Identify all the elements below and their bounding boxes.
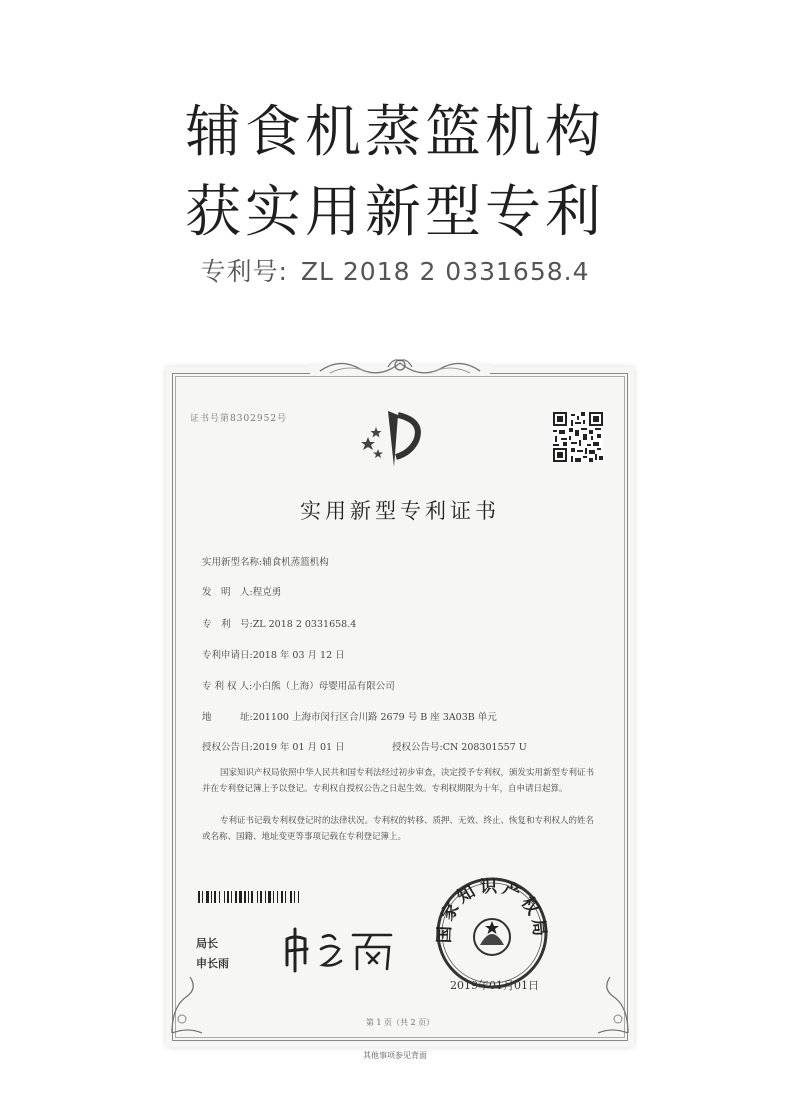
- field-application-date: [202, 647, 345, 661]
- field-label: 地 址:: [202, 712, 253, 723]
- patent-number-label: 专利号:: [200, 257, 288, 286]
- barcode-icon: [198, 891, 348, 903]
- barcode-bar: [251, 891, 253, 903]
- barcode-bar: [239, 891, 242, 903]
- barcode-bar: [268, 891, 271, 903]
- field-patent-number: [202, 616, 356, 630]
- field-value: 2018 年 03 月 12 日: [252, 650, 345, 661]
- barcode-bar: [248, 891, 249, 903]
- field-announce-number: [392, 739, 527, 753]
- barcode-bar: [294, 891, 295, 903]
- barcode-bar: [285, 891, 286, 903]
- field-label: 专 利 权 人:: [202, 681, 253, 692]
- field-label: 授权公告日:: [202, 742, 253, 753]
- qr-code-icon: [553, 412, 603, 462]
- barcode-bar: [219, 891, 220, 903]
- director-name: 申长雨: [196, 957, 229, 970]
- barcode-bar: [298, 891, 299, 903]
- field-value: ZL 2018 2 0331658.4: [252, 619, 357, 630]
- field-value: 2019 年 01 月 01 日: [252, 742, 345, 753]
- field-value: CN 208301557 U: [442, 742, 527, 753]
- barcode-bar: [224, 891, 225, 903]
- seal-date: 2019年01月01日: [450, 979, 539, 992]
- field-label: 授权公告号:: [392, 742, 443, 753]
- field-label: 发 明 人:: [202, 587, 253, 598]
- barcode-bar: [260, 891, 262, 903]
- field-label: 专 利 号:: [202, 619, 253, 630]
- barcode-bar: [214, 891, 216, 903]
- field-value: 小白熊（上海）母婴用品有限公司: [252, 681, 395, 692]
- field-value: 201100 上海市闵行区合川路 2679 号 B 座 3A03B 单元: [252, 712, 497, 723]
- barcode-bar: [281, 891, 283, 903]
- patent-number-value: ZL 2018 2 0331658.4: [300, 257, 590, 286]
- director-signature-icon: [281, 925, 401, 975]
- field-address: [202, 709, 497, 723]
- certificate-paragraph-2: 专利证书记载专利权登记时的法律状况。专利权的转移、质押、无效、终止、恢复和专利权人的姓名或名称、国籍、地址变更等事项记载在专利登记簿上。: [202, 816, 595, 842]
- cnipa-emblem-icon: [354, 407, 434, 471]
- barcode-bar: [211, 891, 212, 903]
- barcode-bar: [277, 891, 278, 903]
- barcode-bar: [206, 891, 209, 903]
- certificate-title: 实用新型专利证书: [300, 499, 500, 523]
- barcode-bar: [231, 891, 232, 903]
- patent-certificate: [166, 367, 634, 1047]
- headline-line-1: 辅食机蒸篮机构: [185, 100, 605, 165]
- barcode-bar: [244, 891, 246, 903]
- field-label: 实用新型名称:: [202, 557, 263, 568]
- barcode-bar: [227, 891, 229, 903]
- official-seal-icon: [434, 875, 550, 991]
- seal-text: 国家知识产权局: [434, 876, 550, 944]
- barcode-bar: [273, 891, 274, 903]
- field-utility-model-name: [202, 554, 329, 568]
- barcode-bar: [235, 891, 237, 903]
- back-note: 其他事项参见背面: [363, 1051, 427, 1060]
- field-announce-date: [202, 739, 345, 753]
- barcode-bar: [202, 891, 203, 903]
- field-label: 专利申请日:: [202, 650, 253, 661]
- certificate-number: 证书号第8302952号: [190, 414, 288, 424]
- field-inventor: [202, 584, 281, 598]
- patent-number-line: [0, 252, 790, 288]
- barcode-bar: [290, 891, 292, 903]
- headline-line-2: 获实用新型专利: [185, 180, 605, 245]
- barcode-bar: [257, 891, 258, 903]
- barcode-bar: [198, 891, 200, 903]
- page-number: 第 1 页（共 2 页）: [365, 1018, 435, 1027]
- top-ornament-icon: [310, 353, 490, 383]
- svg-text:国家知识产权局: [435, 877, 550, 944]
- barcode-bar: [265, 891, 266, 903]
- director-title: 局长: [196, 937, 218, 950]
- field-value: 程克勇: [252, 587, 282, 598]
- field-patentee: [202, 678, 395, 692]
- certificate-paragraph-1: 国家知识产权局依照中华人民共和国专利法经过初步审查，决定授予专利权，颁发实用新型专利证书并在专利登记簿上予以登记。专利权自授权公告之日起生效。专利权期限为十年，自申请日起算。: [202, 768, 595, 794]
- field-value: 辅食机蒸篮机构: [262, 557, 329, 568]
